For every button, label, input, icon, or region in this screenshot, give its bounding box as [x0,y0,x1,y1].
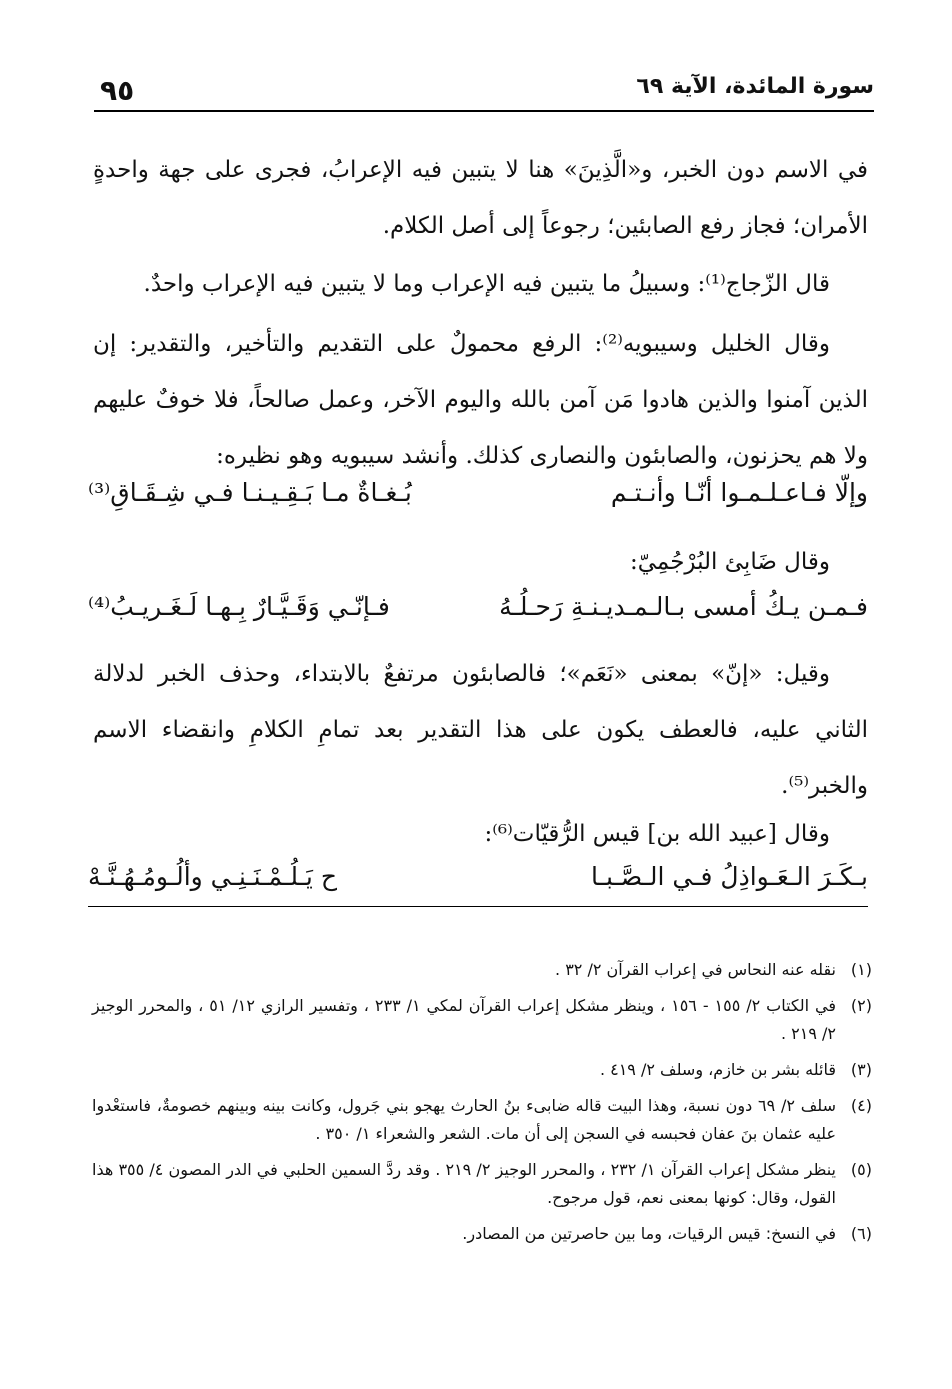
verse-second-hemistich: فـإنّـي وَقَـيَّـارٌ بِـهـا لَـغَـريـبُ⁽⁴⁾ [88,592,390,621]
verse-line [88,592,868,640]
footnote [92,1156,872,1212]
footnote [92,1092,872,1148]
verse-second-hemistich: ح يَـلُـمْـنَـنِـي وألُـومُـهُـنَّـهْ [88,862,337,891]
paragraph: وقال [عبيد الله بن] قيس الرُّقيّات⁽⁶⁾: [484,821,830,847]
verse-first-hemistich: بـكَـرَ الـعَـواذِلُ فـي الـصَّـبـا [591,862,868,891]
verse-first-hemistich: وإلّا فـاعـلـمـوا أنّـا وأنـتـم [610,478,868,507]
footnote-number: (٢) [850,996,872,1015]
footnote-number: (٤) [850,1096,872,1115]
verse-line [88,478,868,526]
paragraph: وقيل: «إنّ» بمعنى «نَعَم»؛ فالصابئون مرتفعٌ بالابتداء، وحذف الخبر لدلالة الثاني عليه، فالعطف يكون على هذا التقدير بعد تمامِ الكلامِ وانقضاء الاسم والخبر⁽⁵⁾. [93,661,868,799]
paragraph: وقال ضَابِئ البُرْجُمِيّ: [629,549,830,575]
page-header [94,66,874,112]
footnote [92,1220,872,1248]
footnote-number: (٥) [850,1160,872,1179]
verse-first-hemistich: فـمـن يـكُ أمسى بـالـمـديـنـةِ رَحـلُـهُ [499,592,868,621]
running-title: سورة المائدة، الآية ٦٩ [636,74,874,99]
paragraph: في الاسم دون الخبر، و«الَّذِينَ» هنا لا يتبين فيه الإعرابُ، فجرى على جهة واحدةٍ الأمران؛ فجاز رفع الصابئين؛ رجوعاً إلى أصل الكلام. [93,157,868,239]
footnote-text: ينظر مشكل إعراب القرآن ١/ ٢٣٢ ، والمحرر الوجيز ٢/ ٢١٩ . وقد ردَّ السمين الحلبي في الدر المصون ٤/ ٣٥٥ هذا القول، وقال: كونها بمعنى نعم، قول مرجوح. [92,1160,836,1207]
verse-line [88,862,868,910]
footnote-number: (٣) [850,1060,872,1079]
page-number: ٩٥ [100,74,135,107]
paragraph: وقال الخليل وسيبويه⁽²⁾: الرفع محمولٌ على التقديم والتأخير، والتقدير: إن الذين آمنوا والذين هادوا مَن آمن بالله واليوم الآخر، وعمل صالحاً، فلا خوفٌ عليهم ولا هم يحزنون، والصابئون والنصارى كذلك. وأنشد سيبويه وهو نظيره: [93,331,868,469]
footnotes [92,956,872,1256]
footnote [92,1056,872,1084]
footnote-text: سلف ٢/ ٦٩ دون نسبة، وهذا البيت قاله ضابىء بنُ الحارث يهجو بني جَرول، وكانت بينه وبينهم خصومةٌ، فاستعْدوا عليه عثمان بنَ عفان فحبسه في السجن إلى أن مات. الشعر والشعراء ١/ ٣٥٠ . [92,1096,836,1143]
footnote [92,992,872,1048]
footnote-separator [88,906,868,907]
footnote-text: نقله عنه النحاس في إعراب القرآن ٢/ ٣٢ . [555,960,836,979]
footnote-number: (١) [850,960,872,979]
footnote-text: قائله بشر بن خازم، وسلف ٢/ ٤١٩ . [599,1060,836,1079]
verse-second-hemistich: بُـغـاةٌ مـا بَـقِـيـنـا فـي شِـقَـاقِ⁽³⁾ [88,478,412,507]
footnote-text: في الكتاب ٢/ ١٥٥ - ١٥٦ ، وينظر مشكل إعراب القرآن لمكي ١/ ٢٣٣ ، وتفسير الرازي ١٢/ ٥١ ، والمحرر الوجيز ٢/ ٢١٩ . [92,996,836,1043]
footnote-number: (٦) [850,1224,872,1243]
paragraph: قال الزّجاج⁽¹⁾: وسبيلُ ما يتبين فيه الإعراب وما لا يتبين فيه الإعراب واحدٌ. [143,271,830,297]
footnote [92,956,872,984]
footnote-text: في النسخ: قيس الرقيات، وما بين حاصرتين من المصادر. [462,1224,836,1243]
header-rule [94,110,874,112]
